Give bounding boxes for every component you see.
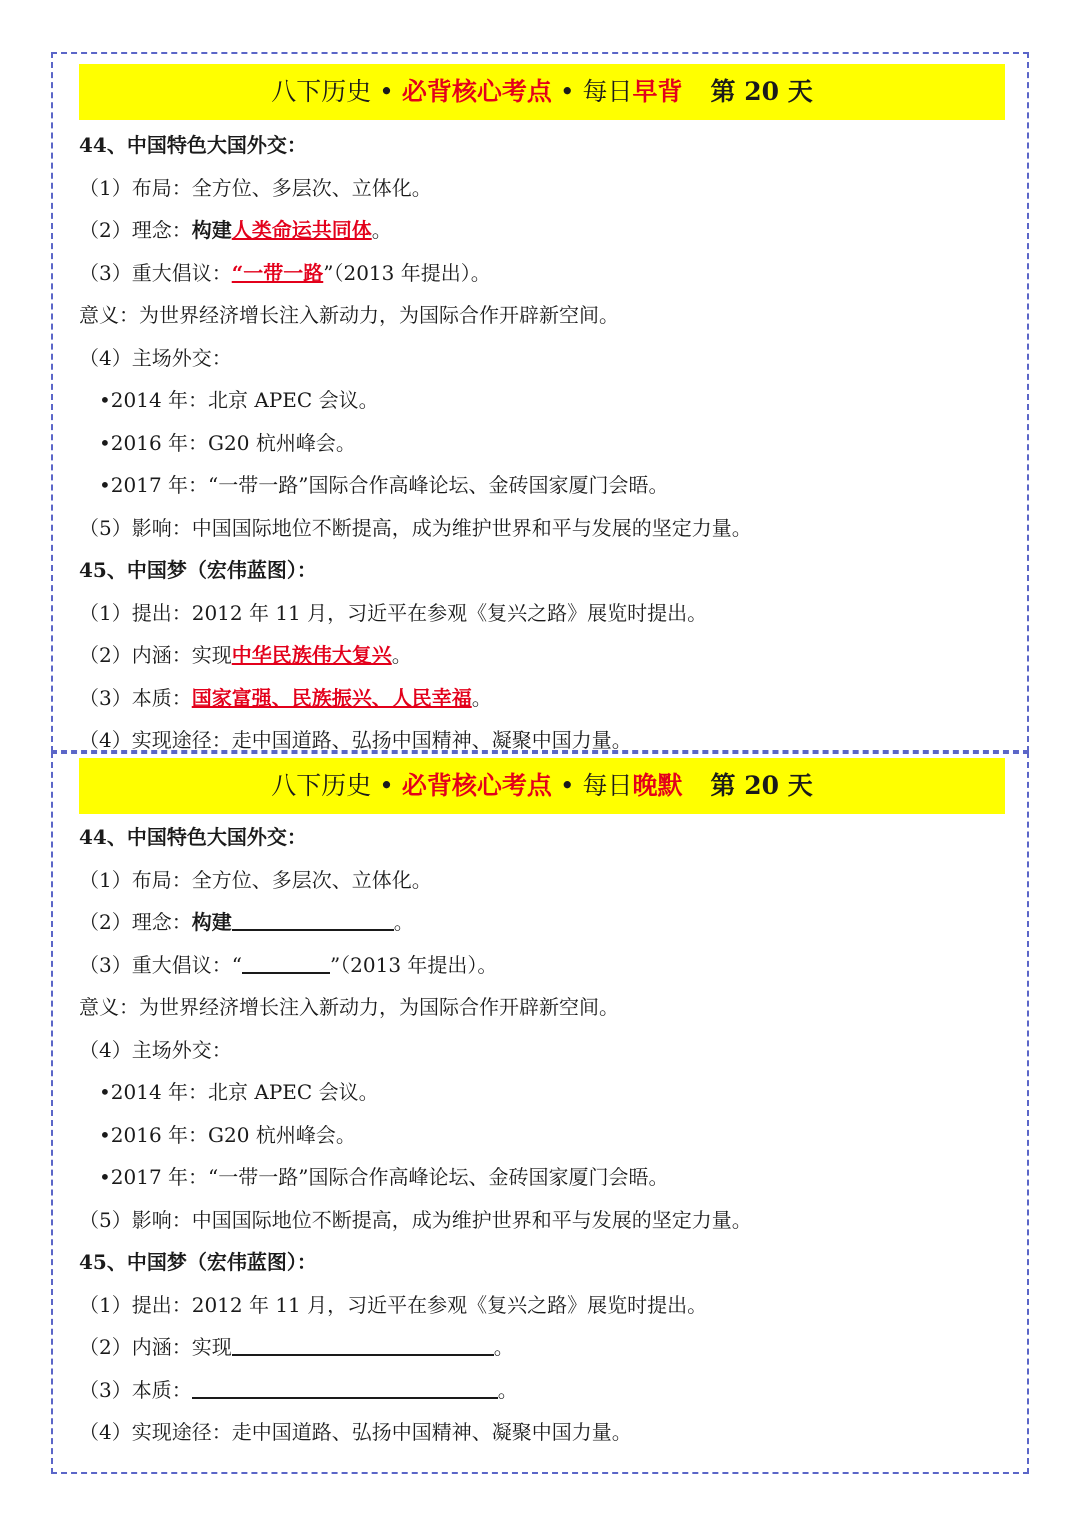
s44-event-2016: •2016 年：G20 杭州峰会。 xyxy=(99,1122,356,1147)
s44-concept-suffix: 。 xyxy=(371,218,392,242)
s45-proposed: （1）提出：2012 年 11 月，习近平在参观《复兴之路》展览时提出。 xyxy=(79,1292,708,1317)
s45-meaning-prefix: （2）内涵：实现 xyxy=(79,1335,232,1359)
s44-concept-key: 构建 xyxy=(191,910,232,934)
s44-initiative-prefix: （3）重大倡议： xyxy=(79,260,232,285)
s45-meaning xyxy=(79,1326,999,1369)
title-core: 必背核心考点 xyxy=(401,771,552,800)
title-day: 第 20 天 xyxy=(710,771,813,800)
section-45-heading: 45、中国梦（宏伟蓝图）： xyxy=(79,1250,317,1274)
s44-initiative-answer: “一带一路 xyxy=(231,260,324,285)
s45-essence-prefix: （3）本质： xyxy=(79,685,192,710)
s44-event-2016: •2016 年：G20 杭州峰会。 xyxy=(99,430,356,455)
s44-concept xyxy=(79,901,999,944)
fill-blank-meaning[interactable] xyxy=(232,1328,494,1356)
title-prefix: 八下历史 • xyxy=(271,77,402,106)
s44-event-2014: •2014 年：北京 APEC 会议。 xyxy=(99,1080,379,1104)
s45-meaning xyxy=(79,634,999,677)
s44-layout: （1）布局：全方位、多层次、立体化。 xyxy=(79,175,432,200)
s44-initiative-prefix: （3）重大倡议：“ xyxy=(79,952,242,977)
s44-initiative-suffix: ”（2013 年提出）。 xyxy=(323,260,491,285)
evening-card xyxy=(51,752,1029,1474)
title-mode: 早背 xyxy=(632,77,683,106)
evening-content xyxy=(79,816,999,1454)
s44-concept-prefix: （2）理念： xyxy=(79,218,192,242)
s44-concept-answer: 人类命运共同体 xyxy=(231,218,372,242)
s44-impact: （5）影响：中国国际地位不断提高，成为维护世界和平与发展的坚定力量。 xyxy=(79,1207,752,1232)
s44-impact: （5）影响：中国国际地位不断提高，成为维护世界和平与发展的坚定力量。 xyxy=(79,515,752,540)
s44-home-diplomacy: （4）主场外交： xyxy=(79,1037,232,1062)
s45-meaning-prefix: （2）内涵：实现 xyxy=(79,643,232,667)
title-prefix: 八下历史 • xyxy=(271,771,402,800)
s44-concept xyxy=(79,209,999,252)
s45-essence xyxy=(79,1369,999,1412)
s45-essence-prefix: （3）本质： xyxy=(79,1377,192,1402)
morning-title-banner xyxy=(79,64,1005,120)
s45-essence xyxy=(79,677,999,720)
fill-blank-concept[interactable] xyxy=(232,903,394,931)
section-44-heading: 44、中国特色大国外交： xyxy=(79,133,307,157)
s45-path: （4）实现途径：走中国道路、弘扬中国精神、凝聚中国力量。 xyxy=(79,728,632,752)
s44-event-2017: •2017 年：“一带一路”国际合作高峰论坛、金砖国家厦门会晤。 xyxy=(99,1165,669,1189)
s44-significance: 意义：为世界经济增长注入新动力，为国际合作开辟新空间。 xyxy=(79,303,619,327)
fill-blank-initiative[interactable] xyxy=(242,946,330,974)
title-day: 第 20 天 xyxy=(710,77,813,106)
s44-home-diplomacy: （4）主场外交： xyxy=(79,345,232,370)
s44-concept-prefix: （2）理念： xyxy=(79,910,192,934)
s45-meaning-answer: 中华民族伟大复兴 xyxy=(231,643,392,667)
s45-meaning-suffix: 。 xyxy=(493,1335,514,1359)
s44-event-2017: •2017 年：“一带一路”国际合作高峰论坛、金砖国家厦门会晤。 xyxy=(99,473,669,497)
section-44-heading: 44、中国特色大国外交： xyxy=(79,825,307,849)
s45-proposed: （1）提出：2012 年 11 月，习近平在参观《复兴之路》展览时提出。 xyxy=(79,600,708,625)
evening-title-banner xyxy=(79,758,1005,814)
s45-essence-suffix: 。 xyxy=(471,685,492,710)
title-mid: • 每日 xyxy=(551,771,633,800)
morning-card xyxy=(51,52,1029,752)
s44-concept-suffix: 。 xyxy=(393,910,414,934)
s45-meaning-suffix: 。 xyxy=(391,643,412,667)
section-45-heading: 45、中国梦（宏伟蓝图）： xyxy=(79,558,317,582)
title-core: 必背核心考点 xyxy=(401,77,552,106)
s45-essence-suffix: 。 xyxy=(497,1377,518,1402)
s44-initiative xyxy=(79,252,999,295)
s44-concept-key: 构建 xyxy=(191,218,232,242)
title-mode: 晚默 xyxy=(632,771,683,800)
s45-essence-answer: 国家富强、民族振兴、人民幸福 xyxy=(191,685,472,710)
fill-blank-essence[interactable] xyxy=(192,1371,498,1399)
s44-initiative-suffix: ”（2013 年提出）。 xyxy=(329,952,498,977)
s44-layout: （1）布局：全方位、多层次、立体化。 xyxy=(79,867,432,892)
s44-initiative xyxy=(79,944,999,987)
s45-path: （4）实现途径：走中国道路、弘扬中国精神、凝聚中国力量。 xyxy=(79,1420,632,1444)
s44-significance: 意义：为世界经济增长注入新动力，为国际合作开辟新空间。 xyxy=(79,995,619,1019)
morning-content xyxy=(79,124,999,762)
s44-event-2014: •2014 年：北京 APEC 会议。 xyxy=(99,388,379,412)
title-mid: • 每日 xyxy=(551,77,633,106)
